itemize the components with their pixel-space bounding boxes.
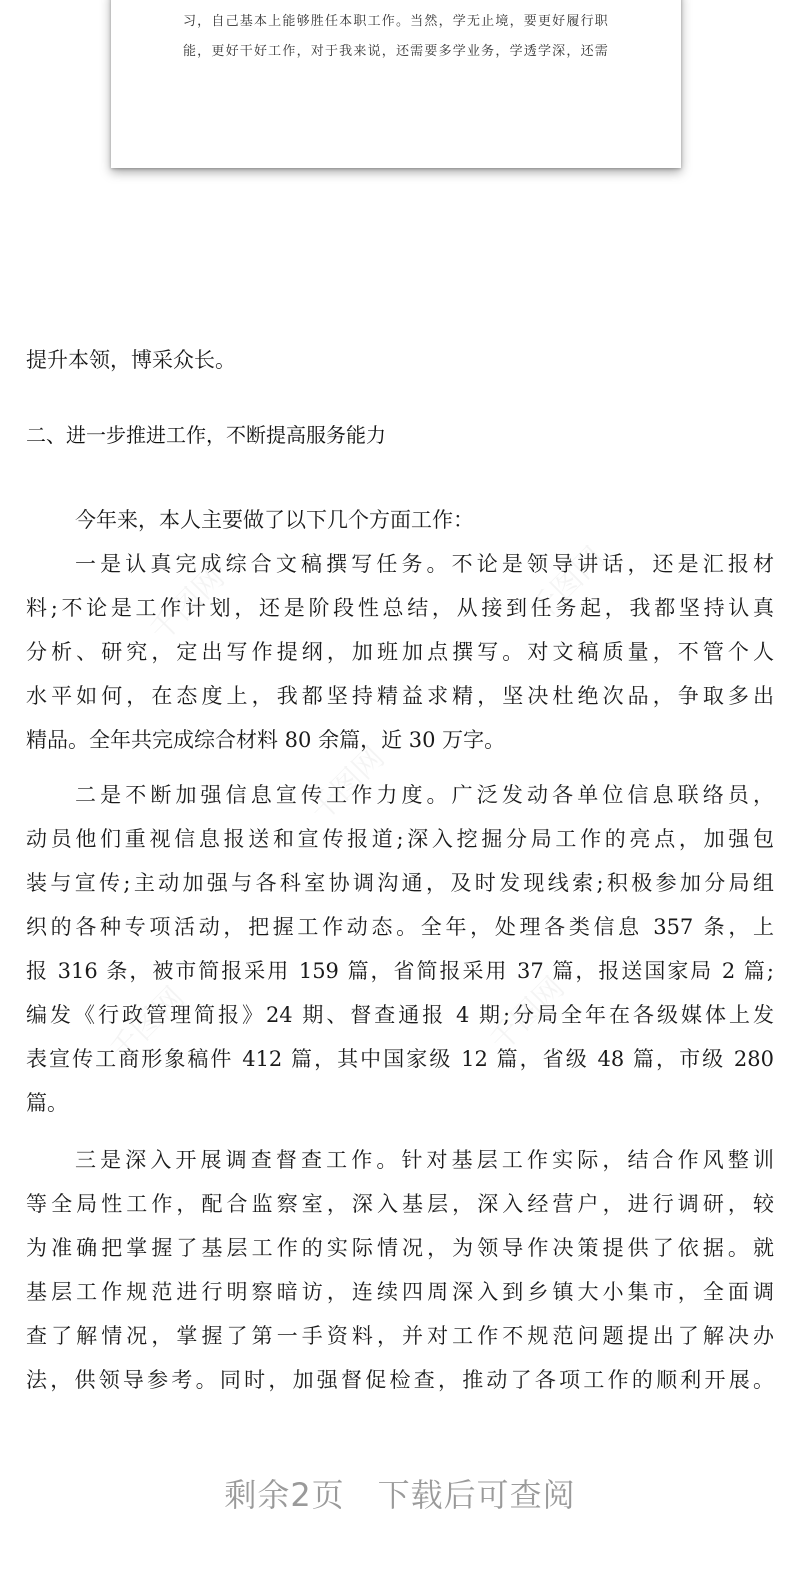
section-heading: 二、进一步推进工作，不断提高服务能力 <box>26 423 386 447</box>
preview-text-line: 习，自己基本上能够胜任本职工作。当然，学无止境，要更好履行职 <box>182 14 609 29</box>
paragraph-line: 织的各种专项活动，把握工作动态。全年，处理各类信息 357 条，上 <box>26 915 774 939</box>
paragraph-line: 表宣传工商形象稿件 412 篇，其中国家级 12 篇，省级 48 篇，市级 280 <box>26 1047 774 1071</box>
paragraph-line: 篇。 <box>26 1091 68 1115</box>
paragraph-line: 查了解情况，掌握了第一手资料，并对工作不规范问题提出了解决办 <box>26 1324 774 1348</box>
paragraph-line: 水平如何，在态度上，我都坚持精益求精，坚决杜绝次品，争取多出 <box>26 684 774 708</box>
paragraph-line: 装与宣传;主动加强与各科室协调沟通，及时发现线索;积极参加分局组 <box>26 871 774 895</box>
continued-text: 提升本领，博采众长。 <box>26 348 236 372</box>
paragraph-line: 三是深入开展调查督查工作。针对基层工作实际，结合作风整训 <box>75 1148 774 1172</box>
paragraph-line: 二是不断加强信息宣传工作力度。广泛发动各单位信息联络员， <box>75 783 774 807</box>
intro-paragraph: 今年来，本人主要做了以下几个方面工作： <box>75 508 474 532</box>
paragraph-line: 等全局性工作，配合监察室，深入基层，深入经营户，进行调研，较 <box>26 1192 774 1216</box>
paragraph-line: 为准确把掌握了基层工作的实际情况，为领导作决策提供了依据。就 <box>26 1236 774 1260</box>
paragraph-line: 编发《行政管理简报》24 期、督查通报 4 期;分局全年在各级媒体上发 <box>26 1003 774 1027</box>
paragraph-line: 动员他们重视信息报送和宣传报道;深入挖掘分局工作的亮点，加强包 <box>26 827 774 851</box>
paragraph-line: 精品。全年共完成综合材料 80 余篇，近 30 万字。 <box>26 728 506 752</box>
preview-page-card <box>111 0 681 168</box>
preview-text-line: 能，更好干好工作，对于我来说，还需要多学业务，学透学深，还需 <box>182 44 609 59</box>
paragraph-line: 分析、研究，定出写作提纲，加班加点撰写。对文稿质量，不管个人 <box>26 640 774 664</box>
paragraph-line: 报 316 条，被市简报采用 159 篇，省简报采用 37 篇，报送国家局 2 篇; <box>26 959 774 983</box>
paragraph-line: 一是认真完成综合文稿撰写任务。不论是领导讲话，还是汇报材 <box>75 552 774 576</box>
paragraph-line: 料;不论是工作计划，还是阶段性总结，从接到任务起，我都坚持认真 <box>26 596 774 620</box>
paragraph-line: 基层工作规范进行明察暗访，连续四周深入到乡镇大小集市，全面调 <box>26 1280 774 1304</box>
download-to-read-more-link[interactable]: 剩余2页 下载后可查阅 <box>224 1476 576 1514</box>
paragraph-line: 法，供领导参考。同时，加强督促检查，推动了各项工作的顺利开展。 <box>26 1368 774 1392</box>
